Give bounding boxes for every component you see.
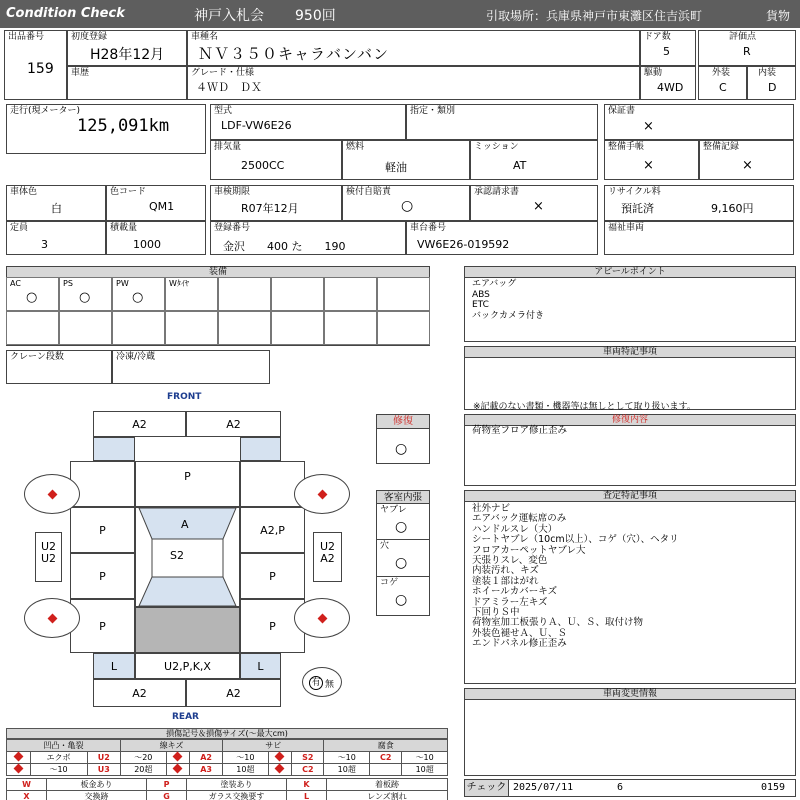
- equipment-label: PW: [116, 279, 129, 288]
- equipment-cell: [324, 311, 377, 345]
- legend-u2: U2: [87, 752, 121, 764]
- equipment-cell: [6, 277, 59, 311]
- equipment-cell: [377, 311, 430, 345]
- damage-marker-icon: [13, 752, 23, 762]
- legend-l-desc: レンズ割れ: [327, 791, 448, 800]
- roof: [152, 539, 223, 577]
- front-bumper-right: A2: [186, 411, 281, 437]
- displacement-box: [210, 140, 342, 180]
- equipment-cell: [218, 311, 271, 345]
- rear-label: REAR: [172, 712, 199, 722]
- maint-record: ×: [742, 158, 753, 173]
- repair-detail-title: 修復内容: [465, 415, 795, 426]
- load: 1000: [133, 238, 161, 251]
- model-box: [210, 104, 406, 140]
- maint-record-label: 整備記録: [703, 142, 740, 152]
- freezer-label: 冷凍/冷蔵: [116, 352, 156, 362]
- crane-box: [6, 350, 112, 384]
- lot-session: 950回: [295, 8, 336, 24]
- lot-label: 出品番号: [8, 32, 45, 42]
- load-box: [106, 221, 206, 255]
- body-color: 白: [51, 202, 62, 215]
- mid-panel-right: P: [240, 553, 305, 599]
- approval: ×: [533, 199, 544, 214]
- grade-box: [187, 66, 640, 100]
- front-door-left: P: [70, 507, 135, 553]
- wheel-front-right: [294, 474, 350, 514]
- model: LDF-VW6E26: [221, 119, 292, 132]
- cabin-title: 客室内張: [377, 491, 429, 504]
- fuel: 軽油: [385, 161, 407, 174]
- name-label: 車種名: [191, 32, 219, 42]
- mid-panel-left: P: [70, 553, 135, 599]
- cabin-panel: [376, 490, 430, 616]
- inspection-box: [210, 185, 342, 221]
- warranty-label: 保証書: [608, 106, 636, 116]
- legend-x: X: [7, 791, 47, 800]
- wheel-marker-icon: [318, 614, 328, 624]
- header-title: Condition Check: [6, 6, 125, 21]
- repair-detail-text: 荷物室フロア修正歪み: [472, 425, 568, 436]
- cabin-tear-mark: ○: [395, 519, 408, 535]
- capacity: 3: [41, 238, 48, 251]
- fuel-box: [342, 140, 470, 180]
- equipment-cell: [165, 277, 218, 311]
- drive-label: 駆動: [644, 68, 663, 78]
- color-code-box: [106, 185, 206, 221]
- interior-label: 内装: [758, 68, 777, 78]
- legend-s2-size: 〜10: [324, 752, 370, 764]
- hood: P: [135, 461, 240, 507]
- special-panel: [464, 346, 796, 410]
- sill-left: U2 U2: [35, 532, 62, 582]
- cabin-hole-mark: ○: [395, 555, 408, 571]
- cabin-hole-label: 穴: [380, 541, 390, 551]
- exterior: C: [719, 81, 727, 94]
- freezer-box: [112, 350, 270, 384]
- capacity-box: [6, 221, 106, 255]
- doors-box: [640, 30, 696, 66]
- repair-box: [376, 414, 430, 464]
- equipment-mark: ○: [132, 290, 144, 305]
- special-title: 車両特記事項: [465, 347, 795, 358]
- legend-g-desc: ガラス交換要す: [187, 791, 287, 800]
- damage-marker-icon: [173, 752, 183, 762]
- front-label: FRONT: [167, 392, 202, 402]
- maint-record-box: [699, 140, 794, 180]
- cabin-burn-label: コゲ: [380, 578, 399, 588]
- check-num: 6: [617, 782, 624, 793]
- legend-k-desc: 着板跡: [327, 779, 448, 791]
- lot-box: [4, 30, 67, 100]
- roof-label: S2: [170, 549, 184, 562]
- legend-p: P: [147, 779, 187, 791]
- displacement: 2500CC: [241, 159, 285, 172]
- name-box: [187, 30, 640, 66]
- inspection-label: 車検期限: [214, 187, 251, 197]
- designation-box: [406, 104, 598, 140]
- legend-u2-size: 〜20: [121, 752, 167, 764]
- chassis-box: [406, 221, 598, 255]
- legend-g: G: [147, 791, 187, 800]
- maint-book: ×: [643, 158, 654, 173]
- body-color-label: 車体色: [10, 187, 38, 197]
- exterior-box: [698, 66, 747, 100]
- sill-right: U2 A2: [313, 532, 342, 582]
- insurance: ○: [401, 198, 414, 214]
- taillight-left: L: [93, 653, 135, 679]
- legend-c2-rust: C2: [292, 764, 324, 776]
- taillight-right: L: [240, 653, 281, 679]
- equipment-label: Wﾀｲﾔ: [169, 279, 189, 288]
- legend-a3: A3: [190, 764, 223, 776]
- legend-c2-size: 〜10: [402, 752, 448, 764]
- color-code: QM1: [149, 200, 175, 213]
- pickup-location: 引取場所：兵庫県神戸市東灘区住吉浜町: [486, 9, 703, 23]
- inspection: R07年12月: [241, 202, 299, 215]
- legend-corrosion-size: 10超: [402, 764, 448, 776]
- equipment-cell: [112, 277, 165, 311]
- wheel-rear-left: [24, 598, 80, 638]
- legend-w-desc: 板金あり: [47, 779, 147, 791]
- legend-x-desc: 交換跡: [47, 791, 147, 800]
- special-note: ※記載のない書類・機器等は無しとして取り扱います。: [473, 402, 696, 412]
- rear-glass: [139, 577, 236, 606]
- recycle-fee: 9,160円: [711, 202, 754, 215]
- mission-box: [470, 140, 598, 180]
- capacity-label: 定員: [10, 223, 29, 233]
- headlight-left: [93, 437, 135, 461]
- vehicle-category: 貨物: [766, 9, 791, 23]
- equipment-label: PS: [63, 279, 73, 288]
- first-reg: H28年12月: [90, 47, 165, 63]
- body-color-box: [6, 185, 106, 221]
- auction-name: 神戸入札会: [194, 8, 264, 24]
- legend-c2: C2: [370, 752, 402, 764]
- equipment-cell: [165, 311, 218, 345]
- maint-book-box: [604, 140, 699, 180]
- grade-label: グレード・仕様: [191, 68, 255, 78]
- insurance-box: [342, 185, 470, 221]
- interior-box: [747, 66, 796, 100]
- grade: ４ＷＤ ＤＸ: [196, 81, 262, 94]
- damage-marker-icon: [275, 764, 285, 774]
- cabin-row-tear: [377, 504, 429, 540]
- equipment-mark: ○: [79, 290, 91, 305]
- reg-no: 金沢 400 た 190: [223, 240, 346, 253]
- recycle-status: 預託済: [621, 202, 654, 215]
- equipment-mark: ○: [26, 290, 38, 305]
- cabin-row-hole: [377, 540, 429, 577]
- legend-a2: A2: [190, 752, 223, 764]
- designation-label: 指定・類別: [410, 106, 456, 116]
- changes-title: 車両変更情報: [465, 689, 795, 700]
- mileage-label: 走行(現メーター): [10, 106, 81, 116]
- check-footer: [464, 779, 796, 797]
- color-code-label: 色コード: [110, 187, 147, 197]
- doors: 5: [663, 45, 670, 58]
- check-lot: 0159: [761, 782, 786, 793]
- drive: 4WD: [657, 81, 684, 94]
- repair-mark: ○: [395, 441, 408, 457]
- equipment-cell: [271, 311, 324, 345]
- interior: D: [768, 81, 777, 94]
- inspection-notes-text: 社外ナビ エアバック運転席のみ ハンドルスレ（大） シートヤブレ（10cm以上）、コゲ（穴）、ヘタリ フロアカーペットヤブレ大 天張りスレ、変色 内装汚れ、キズ 塗装１部はがれ ホイールカバーキズ ドアミラー左キズ 下回りＳ中 荷物室加工板張りＡ、Ｕ、Ｓ、取付け物 外装色褪せＡ、Ｕ、Ｓ エンドパネル修正歪み: [472, 503, 679, 650]
- check-date: 2025/07/11: [513, 782, 574, 793]
- welfare-label: 福祉車両: [608, 223, 645, 233]
- reg-no-box: [210, 221, 406, 255]
- wheel-rear-right: [294, 598, 350, 638]
- front-door-right: A2,P: [240, 507, 305, 553]
- damage-marker-icon: [173, 764, 183, 774]
- equipment-cell: [112, 311, 165, 345]
- header-bar: [0, 0, 800, 28]
- rear-panel-right: P: [240, 599, 305, 653]
- check-label: チェック: [465, 780, 509, 796]
- doors-label: ドア数: [644, 32, 671, 42]
- welfare-box: [604, 221, 794, 255]
- windshield-label: A: [181, 518, 189, 531]
- damage-marker-icon: [275, 752, 285, 762]
- legend-group-corrosion: 腐食: [324, 740, 448, 752]
- equipment-cell: [59, 277, 112, 311]
- rear-panel-left: P: [70, 599, 135, 653]
- legend-code-table: [6, 778, 448, 800]
- legend-rust-size: 10超: [324, 764, 370, 776]
- mission: AT: [513, 159, 527, 172]
- legend-group-dent: 凹凸・亀裂: [7, 740, 121, 752]
- legend-u3: U3: [87, 764, 121, 776]
- first-reg-box: [67, 30, 187, 66]
- cargo-floor: [135, 607, 240, 653]
- cabin-tear-label: ヤブレ: [380, 505, 407, 515]
- legend-dimple-size: 〜10: [30, 764, 87, 776]
- legend-size-table: [6, 739, 448, 776]
- first-reg-label: 初度登録: [71, 32, 108, 42]
- front-bumper-left: A2: [93, 411, 186, 437]
- wheel-marker-icon: [48, 490, 58, 500]
- legend-w: W: [7, 779, 47, 791]
- spare-tire: [302, 667, 342, 697]
- legend-title: 損傷記号＆損傷サイズ(〜最大cm): [6, 728, 448, 739]
- chassis: VW6E26-019592: [417, 238, 510, 251]
- legend-a3-size: 10超: [223, 764, 269, 776]
- lot-number: 159: [27, 61, 54, 77]
- insurance-label: 検付自賠責: [346, 187, 392, 197]
- score: R: [743, 45, 751, 58]
- repair-detail-panel: [464, 414, 796, 486]
- appeal-panel: [464, 266, 796, 342]
- fuel-label: 燃料: [346, 142, 365, 152]
- mileage: 125,091km: [77, 116, 170, 136]
- legend-k: K: [287, 779, 327, 791]
- equipment-cell: [59, 311, 112, 345]
- legend-l: L: [287, 791, 327, 800]
- changes-panel: [464, 688, 796, 776]
- spare-yes: 有: [309, 676, 323, 690]
- repair-title: 修復: [377, 415, 429, 429]
- drive-box: [640, 66, 696, 100]
- warranty-box: [604, 104, 794, 140]
- score-box: [698, 30, 796, 66]
- back-door: U2,P,K,X: [135, 653, 240, 679]
- legend-a2-size: 〜10: [223, 752, 269, 764]
- inspection-notes-title: 査定特記事項: [465, 491, 795, 502]
- legend-u3-size: 20超: [121, 764, 167, 776]
- model-label: 型式: [214, 106, 233, 116]
- legend-s2: S2: [292, 752, 324, 764]
- mileage-box: [6, 104, 206, 154]
- maint-book-label: 整備手帳: [608, 142, 645, 152]
- equipment-title: 装備: [7, 267, 429, 278]
- equipment-cell: [271, 277, 324, 311]
- damage-marker-icon: [13, 764, 23, 774]
- damage-legend: [6, 728, 448, 800]
- legend-group-rust: サビ: [223, 740, 324, 752]
- rear-bumper-right: A2: [186, 679, 281, 707]
- appeal-title: アピールポイント: [465, 267, 795, 278]
- approval-box: [470, 185, 598, 221]
- wheel-marker-icon: [48, 614, 58, 624]
- headlight-right: [240, 437, 281, 461]
- history-box: [67, 66, 187, 100]
- load-label: 積載量: [110, 223, 138, 233]
- equipment-cell: [324, 277, 377, 311]
- appeal-text: エアバッグ ABS ETC バックカメラ付き: [472, 279, 545, 321]
- fender-left: [70, 461, 135, 507]
- history-label: 車歴: [71, 68, 90, 78]
- approval-label: 承認請求書: [474, 187, 520, 197]
- cabin-burn-mark: ○: [395, 592, 408, 608]
- spare-no: 無: [325, 680, 335, 690]
- score-label: 評価点: [729, 32, 757, 42]
- warranty: ×: [643, 119, 654, 134]
- recycle-label: リサイクル料: [608, 187, 661, 197]
- wheel-marker-icon: [318, 490, 328, 500]
- rear-bumper-left: A2: [93, 679, 186, 707]
- chassis-label: 車台番号: [410, 223, 447, 233]
- legend-group-scratch: 線キズ: [121, 740, 223, 752]
- equipment-label: AC: [10, 279, 21, 288]
- cabin-row-burn: [377, 577, 429, 615]
- equipment-cell: [377, 277, 430, 311]
- vehicle-name: ＮＶ３５０キャラバンバン: [198, 45, 389, 63]
- crane-label: クレーン段数: [10, 352, 64, 362]
- legend-p-desc: 塗装あり: [187, 779, 287, 791]
- mission-label: ミッション: [474, 142, 519, 152]
- equipment-cell: [6, 311, 59, 345]
- legend-dimple: エクボ: [30, 752, 87, 764]
- displacement-label: 排気量: [214, 142, 242, 152]
- recycle-box: [604, 185, 794, 221]
- inspection-notes-panel: [464, 490, 796, 684]
- exterior-label: 外装: [712, 68, 731, 78]
- reg-no-label: 登録番号: [214, 223, 251, 233]
- equipment-cell: [218, 277, 271, 311]
- wheel-front-left: [24, 474, 80, 514]
